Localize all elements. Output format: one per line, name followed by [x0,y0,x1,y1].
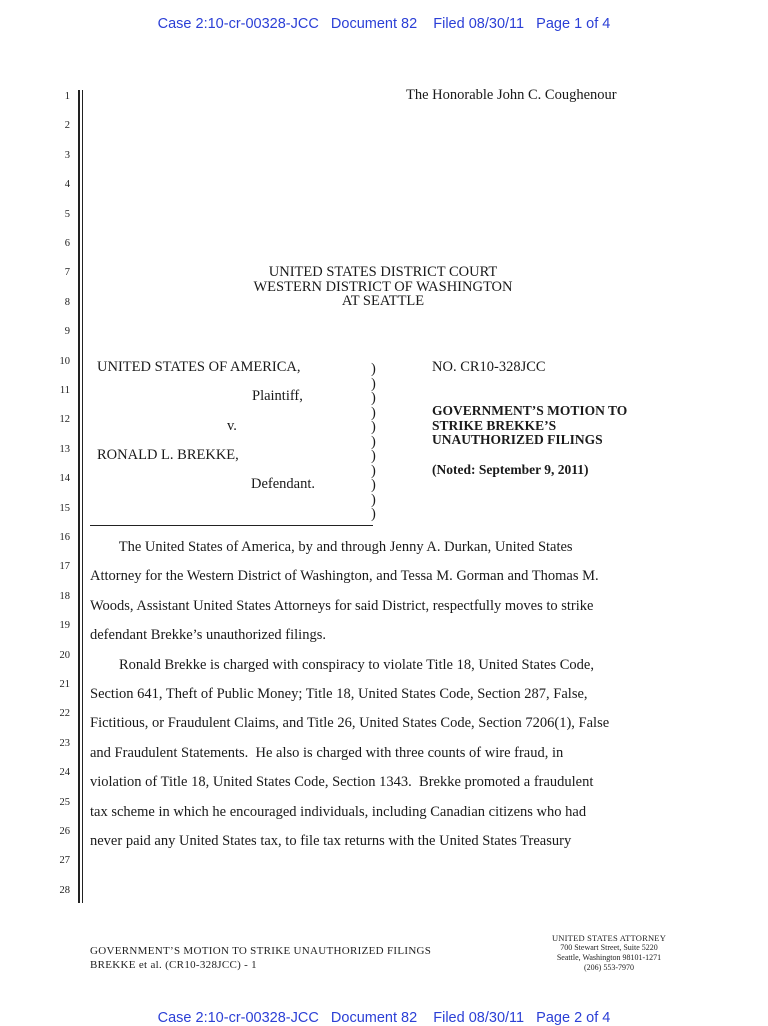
judge-name: The Honorable John C. Coughenour [406,87,617,103]
line-number: 23 [59,737,70,749]
body-line: Ronald Brekke is charged with conspiracy to violate Title 18, United States Code, [90,656,594,673]
caption-paren: ) [371,477,376,493]
caption-paren: ) [371,491,376,508]
line-number: 18 [59,590,70,602]
court-name: UNITED STATES DISTRICT COURT [268,264,498,280]
line-number: 7 [64,267,70,279]
footer-caption [90,944,431,972]
body-line: Section 641, Theft of Public Money; Title 18, United States Code, Section 287, False, [90,686,588,702]
caption-paren: ) [371,419,376,435]
line-number: 5 [64,208,70,220]
document-title-line: STRIKE BREKKE’S [432,417,557,433]
attorney-office: UNITED STATES ATTORNEY [551,933,667,943]
footer-title: GOVERNMENT’S MOTION TO STRIKE UNAUTHORIZED FILINGS [90,945,432,957]
line-number: 21 [59,679,70,690]
line-number: 1 [64,91,70,102]
body-line: Woods, Assistant United States Attorneys for said District, respectfully moves to strike [90,597,594,614]
caption-parentheses [371,362,376,522]
body-line: defendant Brekke’s unauthorized filings. [90,627,326,644]
caption-paren: ) [371,506,376,522]
caption-paren: ) [371,448,376,464]
court-heading [160,265,606,309]
line-number: 17 [59,561,70,573]
line-number: 11 [59,385,70,396]
document-title [432,404,627,448]
caption-rule [90,525,373,526]
defendant-name: RONALD L. BREKKE, [97,447,239,463]
line-number: 24 [59,767,70,779]
attorney-city: Seattle, Washington 98101-1271 [556,953,662,962]
line-number: 26 [59,826,70,837]
ecf-header-next-page: Case 2:10-cr-00328-JCC Document 82 Filed 08/30/11 Page 2 of 4 [157,1010,611,1026]
line-number: 19 [59,620,70,632]
body-line: never paid any United States tax, to file tax returns with the United States Treasury [90,833,572,849]
document-title-line: GOVERNMENT’S MOTION TO [432,403,628,418]
caption-paren: ) [371,433,376,450]
margin-rule-left [78,90,80,903]
attorney-street: 700 Stewart Street, Suite 5220 [560,943,658,952]
plaintiff-role: Plaintiff, [252,388,303,404]
line-number: 13 [59,443,70,455]
case-number: NO. CR10-328JCC [432,359,546,375]
line-number: 2 [64,120,70,132]
footer-case: BREKKE et al. (CR10-328JCC) - 1 [90,959,257,971]
line-number: 14 [59,473,70,485]
ecf-header: Case 2:10-cr-00328-JCC Document 82 Filed 08/30/11 Page 1 of 4 [157,16,611,32]
line-number: 15 [59,502,70,514]
line-number: 16 [59,532,70,543]
caption-paren: ) [371,390,376,406]
line-number: 20 [59,649,70,661]
body-line: Fictitious, or Fraudulent Claims, and Title 26, United States Code, Section 7206(1), False [90,715,610,732]
line-number: 6 [64,238,70,249]
court-district: WESTERN DISTRICT OF WASHINGTON [253,278,513,295]
attorney-address-block [540,933,678,973]
line-number: 4 [64,179,70,191]
noting-date: (Noted: September 9, 2011) [432,462,589,477]
body-line: The United States of America, by and through Jenny A. Durkan, United States [90,539,573,555]
caption-paren: ) [371,404,376,421]
body-line: Attorney for the Western District of Washington, and Tessa M. Gorman and Thomas M. [90,568,599,585]
line-number: 28 [59,884,70,896]
line-number: 9 [64,326,70,338]
body-line: and Fraudulent Statements. He also is charged with three counts of wire fraud, in [90,744,564,761]
body-line: tax scheme in which he encouraged individuals, including Canadian citizens who had [90,803,587,820]
margin-rule-right [82,90,84,903]
line-number: 12 [59,414,70,426]
versus: v. [227,418,237,434]
attorney-phone: (206) 553-7970 [584,963,634,972]
line-number: 22 [59,708,70,720]
caption-paren: ) [371,361,376,377]
line-number: 3 [64,149,70,161]
line-number: 10 [59,355,70,367]
plaintiff-name: UNITED STATES OF AMERICA, [97,359,301,375]
body-line: violation of Title 18, United States Code, Section 1343. Brekke promoted a fraudulent [90,774,594,791]
line-number: 8 [64,296,70,308]
defendant-role: Defendant. [251,476,316,492]
caption-paren: ) [371,375,376,392]
court-location: AT SEATTLE [341,293,425,309]
document-title-line: UNAUTHORIZED FILINGS [432,432,603,447]
caption-paren: ) [371,462,376,479]
line-number: 27 [59,855,70,867]
line-number: 25 [59,796,70,808]
